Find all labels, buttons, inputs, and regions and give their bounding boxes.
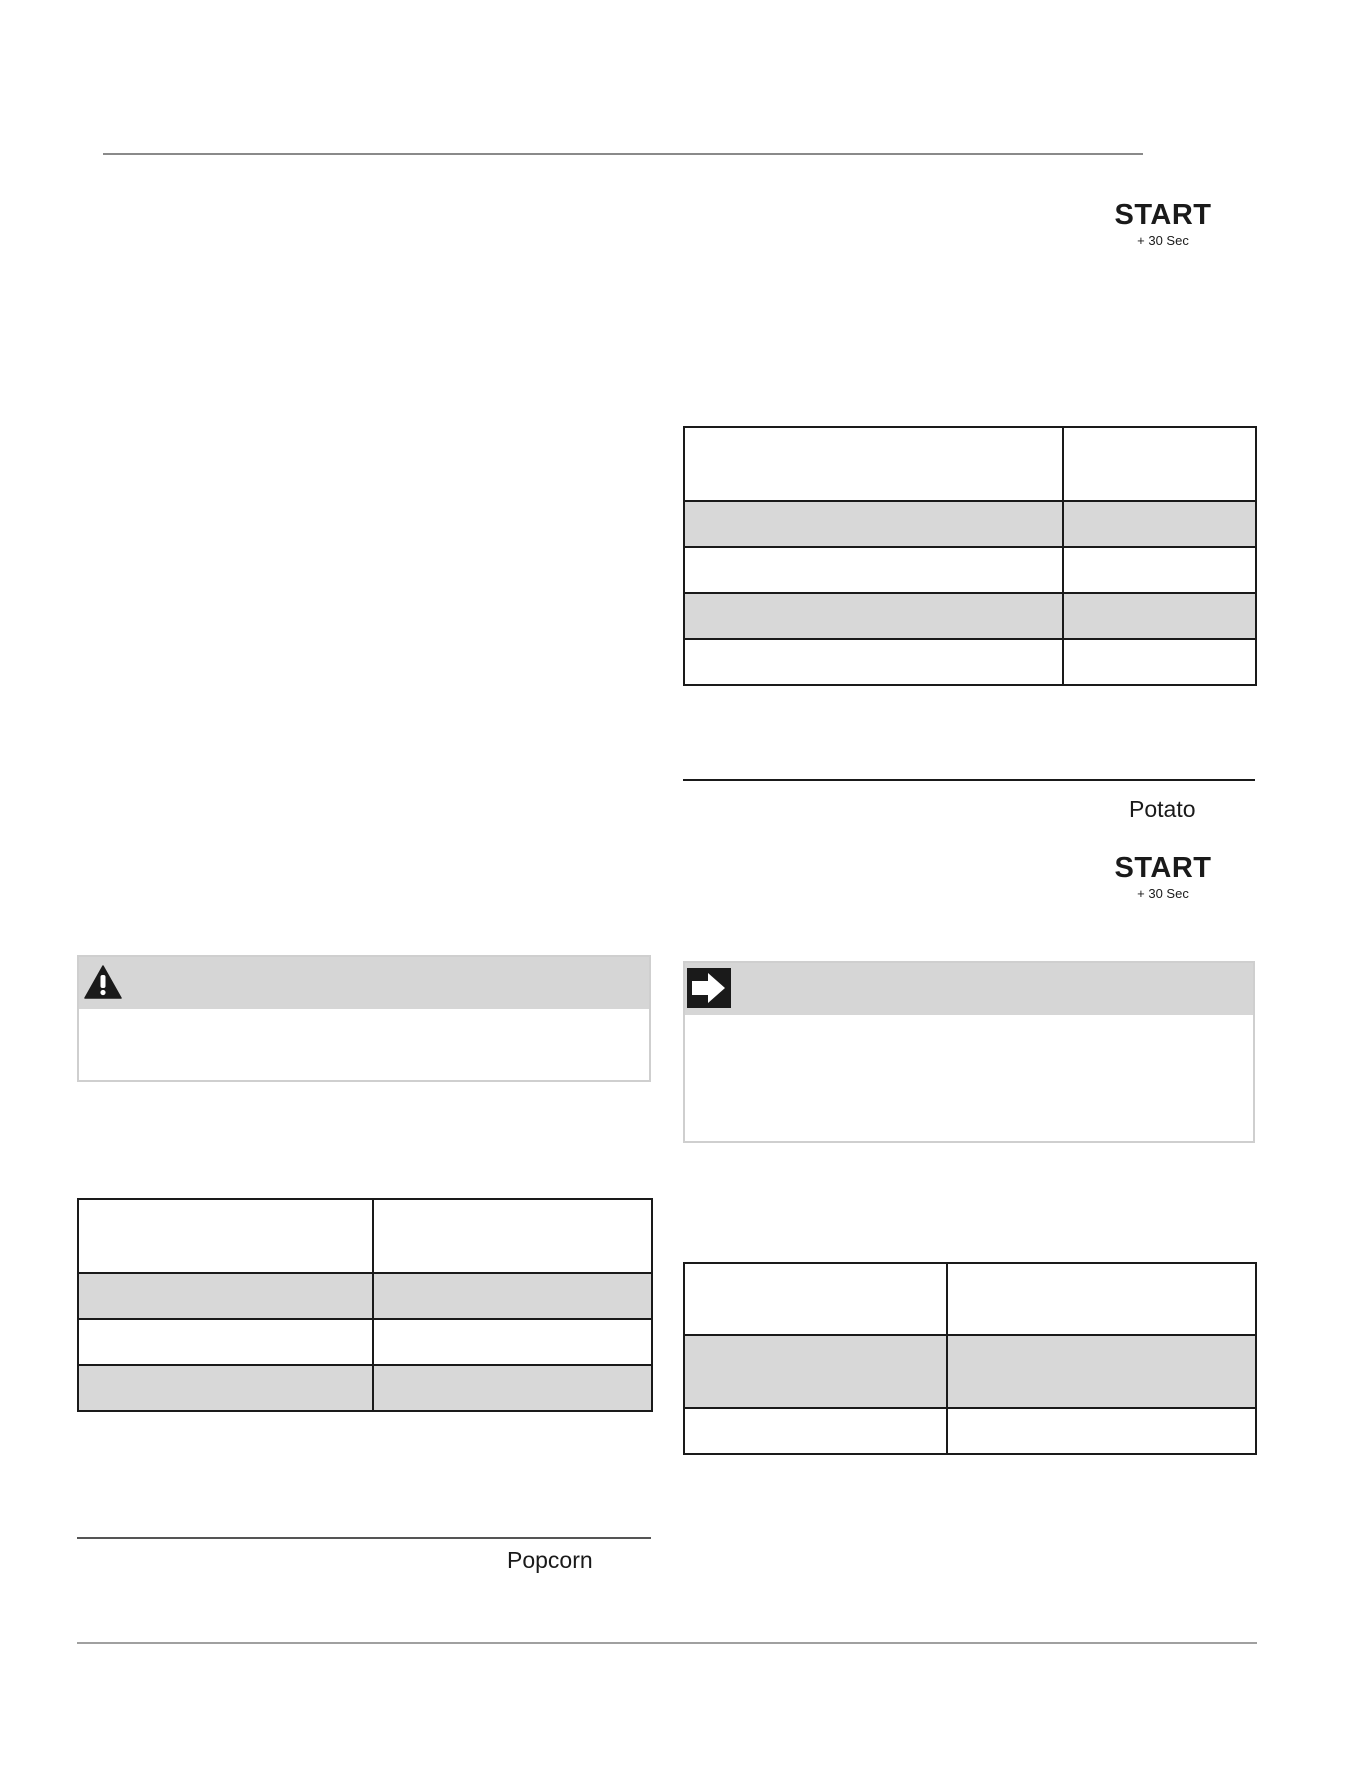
section-rule-left [77,1537,651,1539]
start-key-bottom [1093,852,1233,901]
table-cell [78,1365,373,1411]
top-rule [103,153,1143,155]
start-key-top [1093,199,1233,248]
table-cell [947,1263,1256,1335]
table-cell [1063,593,1256,639]
note-callout-header [685,963,1253,1015]
table-cell [947,1335,1256,1408]
table-cell [684,501,1063,547]
table-cell [78,1199,373,1273]
start-key-label: START [1114,199,1212,231]
start-key-sublabel: + 30 Sec [1137,233,1189,248]
warning-callout-header [79,957,649,1009]
footer-rule [77,1642,1257,1644]
table-cell [373,1273,652,1319]
start-key-sublabel: + 30 Sec [1137,886,1189,901]
table-cell [1063,547,1256,593]
note-callout [683,961,1255,1143]
arrow-right-icon [687,968,731,1008]
table-cell [684,547,1063,593]
table-cell [78,1319,373,1365]
table-cell [373,1319,652,1365]
table-cell [684,1335,947,1408]
table-cell [947,1408,1256,1454]
table-cell [684,593,1063,639]
right-table-2 [683,1262,1257,1455]
left-table [77,1198,653,1412]
table-cell [684,639,1063,685]
right-table-1 [683,426,1257,686]
table-cell [373,1199,652,1273]
potato-key-label: Potato [1129,796,1196,822]
table-cell [1063,639,1256,685]
table-cell [684,1263,947,1335]
warning-triangle-icon [84,965,122,1004]
table-cell [684,1408,947,1454]
table-cell [78,1273,373,1319]
popcorn-key-label: Popcorn [507,1547,593,1573]
table-cell [1063,427,1256,501]
table-cell [684,427,1063,501]
table-cell [373,1365,652,1411]
table-cell [1063,501,1256,547]
section-rule-right [683,779,1255,781]
warning-callout [77,955,651,1082]
start-key-label: START [1114,852,1212,884]
